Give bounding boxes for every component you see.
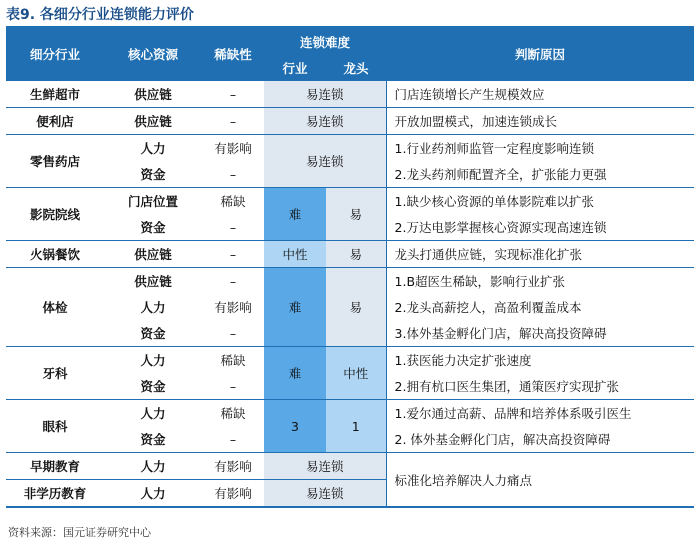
sector-difficulty-cell: 中性 (264, 241, 326, 268)
difficulty-cell: 易连锁 (264, 81, 386, 108)
reason-cell: 2.万达电影掌握核心资源实现高速连锁 (386, 214, 694, 241)
header-industry: 细分行业 (6, 28, 104, 81)
reason-cell: 2. 体外基金孵化门店，解决高投资障碍 (386, 426, 694, 453)
sector-difficulty-cell: 难 (264, 268, 326, 347)
reason-cell: 1.行业药剂师监管一定程度影响连锁 (386, 135, 694, 162)
table-row (6, 188, 694, 215)
difficulty-cell: 易连锁 (264, 135, 386, 188)
difficulty-cell: 易连锁 (264, 453, 386, 480)
table-row (6, 268, 694, 295)
reason-cell: 门店连锁增长产生规模效应 (386, 81, 694, 108)
scarcity-cell: – (229, 273, 237, 289)
scarcity-cell: – (229, 166, 237, 182)
core-cell: 人力 (140, 141, 166, 156)
table-title: 表9. 各细分行业连锁能力评价 (6, 7, 194, 23)
header-scarcity: 稀缺性 (202, 28, 264, 81)
source-note: 资料来源：国元证券研究中心 (8, 526, 151, 539)
scarcity-cell: 有影响 (214, 141, 252, 156)
reason-cell: 2.龙头高薪挖人，高盈利覆盖成本 (386, 294, 694, 320)
table-row (6, 347, 694, 374)
industry-cell: 零售药店 (29, 154, 80, 169)
scarcity-cell: – (229, 86, 237, 102)
leader-difficulty-cell: 易 (326, 188, 386, 241)
core-cell: 供应链 (134, 274, 172, 289)
core-cell: 人力 (140, 353, 166, 368)
scarcity-cell: – (229, 219, 237, 235)
reason-cell: 标准化培养解决人力痛点 (386, 453, 694, 508)
core-cell: 资金 (140, 326, 166, 341)
difficulty-cell: 易连锁 (264, 108, 386, 135)
industry-cell: 牙科 (42, 366, 68, 381)
industry-cell: 早期教育 (29, 459, 80, 474)
table-row (6, 81, 694, 108)
leader-difficulty-cell: 中性 (326, 347, 386, 400)
core-cell: 人力 (140, 300, 166, 315)
reason-cell: 1.爱尔通过高薪、品牌和培养体系吸引医生 (386, 400, 694, 427)
scarcity-cell: – (229, 378, 237, 394)
scarcity-cell: 有影响 (214, 459, 252, 474)
core-cell: 资金 (140, 432, 166, 447)
header-core: 核心资源 (104, 28, 202, 81)
leader-difficulty-cell: 1 (326, 400, 386, 453)
core-cell: 资金 (140, 167, 166, 182)
header-leader: 龙头 (326, 56, 386, 81)
scarcity-cell: – (229, 113, 237, 129)
table-row (6, 400, 694, 427)
core-cell: 门店位置 (127, 194, 178, 209)
sector-difficulty-cell: 3 (264, 400, 326, 453)
evaluation-table (6, 28, 694, 508)
core-cell: 人力 (140, 459, 166, 474)
leader-difficulty-cell: 易 (326, 241, 386, 268)
reason-cell: 1.B超医生稀缺，影响行业扩张 (386, 268, 694, 295)
table-row (6, 241, 694, 268)
sector-difficulty-cell: 难 (264, 188, 326, 241)
scarcity-cell: – (229, 431, 237, 447)
reason-cell: 开放加盟模式，加速连锁成长 (386, 108, 694, 135)
reason-cell: 2.龙头药剂师配置齐全，扩张能力更强 (386, 161, 694, 188)
reason-cell: 2.拥有杭口医生集团，通策医疗实现扩张 (386, 373, 694, 400)
table-row (6, 453, 694, 480)
reason-cell: 1.获医能力决定扩张速度 (386, 347, 694, 374)
industry-cell: 体检 (42, 300, 68, 315)
industry-cell: 眼科 (42, 419, 68, 434)
core-cell: 人力 (140, 406, 166, 421)
industry-cell: 火锅餐饮 (29, 247, 80, 262)
header-reason: 判断原因 (386, 28, 694, 81)
scarcity-cell: 有影响 (202, 480, 264, 508)
table-row (6, 108, 694, 135)
scarcity-cell: 稀缺 (220, 353, 246, 368)
difficulty-cell: 易连锁 (264, 480, 386, 508)
scarcity-cell: – (229, 325, 237, 341)
leader-difficulty-cell: 易 (326, 268, 386, 347)
industry-cell: 影院院线 (29, 207, 80, 222)
scarcity-cell: 有影响 (214, 300, 252, 315)
core-cell: 资金 (140, 220, 166, 235)
industry-cell: 非学历教育 (6, 480, 104, 508)
core-cell: 供应链 (134, 247, 172, 262)
header-difficulty: 连锁难度 (264, 28, 386, 56)
core-cell: 供应链 (134, 114, 172, 129)
reason-cell: 1.缺少核心资源的单体影院难以扩张 (386, 188, 694, 215)
core-cell: 供应链 (134, 87, 172, 102)
reason-cell: 3.体外基金孵化门店，解决高投资障碍 (386, 320, 694, 347)
scarcity-cell: 稀缺 (220, 194, 246, 209)
reason-cell: 龙头打通供应链，实现标准化扩张 (386, 241, 694, 268)
table-row (6, 135, 694, 162)
core-cell: 资金 (140, 379, 166, 394)
scarcity-cell: 稀缺 (220, 406, 246, 421)
sector-difficulty-cell: 难 (264, 347, 326, 400)
industry-cell: 便利店 (36, 114, 74, 129)
header-sector: 行业 (264, 56, 326, 81)
core-cell: 人力 (104, 480, 202, 508)
scarcity-cell: – (229, 246, 237, 262)
industry-cell: 生鲜超市 (29, 87, 80, 102)
